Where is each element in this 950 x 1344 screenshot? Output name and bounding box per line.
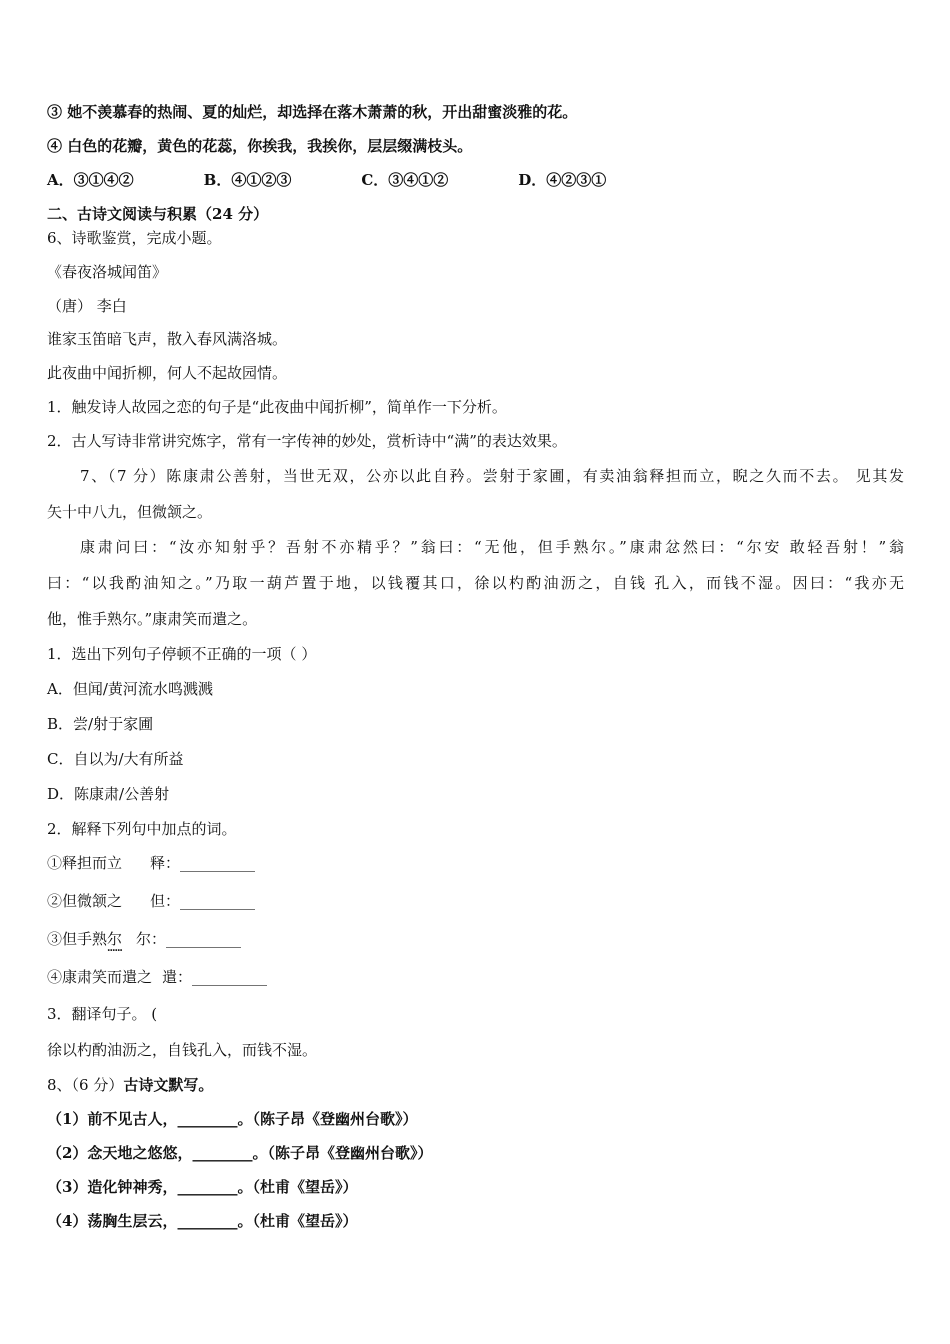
q6-stem: 6、诗歌鉴赏，完成小题。 [47,229,222,247]
q7-sub-3-text: 徐以杓酌油沥之，自钱孔入，而钱不湿。 [47,1041,318,1059]
emphasis-dotted-word: 尔 ...... [107,930,122,948]
q7-choice-d: D．陈康肃/公善射 [47,785,170,803]
choice-a: A．③①④② [47,171,134,189]
poem-author: （唐） 李白 [47,297,127,315]
choice-c: C．③④①② [361,171,449,189]
emphasis-dotted-word: 遣 [122,968,138,986]
q7-choice-b: B．尝/射于家圃 [47,715,154,733]
q8-line-2: （2）念天地之悠悠，________。（陈子昂《登幽州台歌》） [47,1144,433,1162]
choice-b: B．④①②③ [203,171,292,189]
q7-sub-1: 1．选出下列句子停顿不正确的一项（ ） [47,645,317,663]
q8-line-4: （4）荡胸生层云，________。（杜甫《望岳》） [47,1212,358,1230]
q7-sub-3: 3．翻译句子。 ( [47,1005,158,1023]
q8-line-1: （1）前不见古人，________。（陈子昂《登幽州台歌》） [47,1110,418,1128]
q7-para1-line1: 7、（7 分）陈康肃公善射，当世无双，公亦以此自矜。尝射于家圃，有卖油翁释担而立，睨之久而不去。 见其发 [80,467,904,485]
word-item-4: ④康肃笑而遣之 遣：__________ [47,968,268,986]
q7-choice-c: C．自以为/大有所益 [47,750,184,768]
q7-para2-line1: 康肃问曰：“汝亦知射乎？吾射不亦精乎？”翁曰：“无他，但手熟尔。”康肃忿然曰：“尔安 敢轻吾射！”翁 [80,538,904,556]
q7-para2-line2: 曰：“以我酌油知之。”乃取一葫芦置于地，以钱覆其口，徐以杓酌油沥之，自钱 孔入，而钱不湿。因曰：“我亦无 [47,574,904,592]
q8-stem: 8、（6 分）古诗文默写。 [47,1076,214,1094]
q7-sub-2: 2．解释下列句中加点的词。 [47,820,237,838]
option-item-4: ④ 白色的花瓣，黄色的花蕊，你挨我，我挨你，层层缀满枝头。 [47,137,473,155]
q7-para1-line2: 矢十中八九，但微颔之。 [47,503,213,521]
q7-para2-line3: 他，惟手熟尔。”康肃笑而遣之。 [47,610,258,628]
poem-line-1: 谁家玉笛暗飞声，散入春风满洛城。 [47,330,288,348]
word-item-3: ③但手熟尔 ...... 尔：__________ [47,929,241,949]
poem-title: 《春夜洛城闻笛》 [47,263,168,281]
q7-choice-a: A．但闻/黄河流水鸣溅溅 [47,680,213,698]
q6-sub-2: 2．古人写诗非常讲究炼字，常有一字传神的妙处，赏析诗中“满”的表达效果。 [47,432,567,450]
q8-line-3: （3）造化钟神秀，________。（杜甫《望岳》） [47,1178,358,1196]
section-title: 二、古诗文阅读与积累（24 分） [47,205,269,223]
word-item-1: ①释担而立 释：__________ [47,854,256,872]
q6-sub-1: 1．触发诗人故园之恋的句子是“此夜曲中闻折柳”，简单作一下分析。 [47,398,507,416]
option-item-3: ③ 她不羡慕春的热闹、夏的灿烂，却选择在落木萧萧的秋，开出甜蜜淡雅的花。 [47,103,578,121]
word-item-2: ②但微颔之 但：__________ [47,892,256,910]
answer-choices [47,170,606,190]
poem-line-2: 此夜曲中闻折柳，何人不起故园情。 [47,364,288,382]
choice-d: D．④②③① [518,171,607,189]
